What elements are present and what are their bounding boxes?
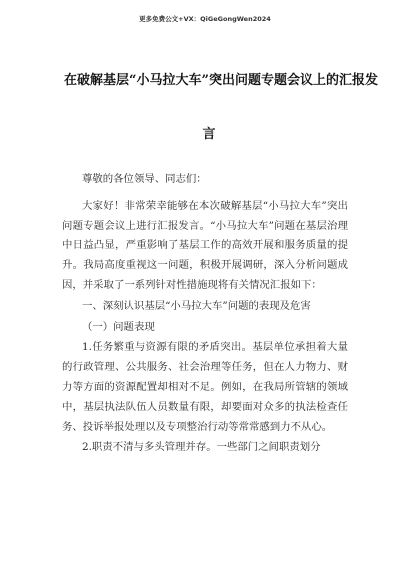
title-line-1: 在破解基层“小马拉大车”突出问题专题会议上的汇报发 [64,73,378,88]
point-2-paragraph: 2.职责不清与多头管理并存。一些部门之间职责划分 [82,441,321,454]
section-heading: 一、深刻认识基层“小马拉大车”问题的表现及危害 [82,299,311,312]
document-title [64,73,378,143]
salutation: 尊敬的各位领导、同志们： [82,173,207,185]
intro-paragraph: 大家好！非常荣幸能够在本次破解基层“小马拉大车”突出问题专题会议上进行汇报发言。“小马拉大车”问题在基层治理中日益凸显，严重影响了基层工作的高效开展和服务质量的提升。我局高度重视这一问题，积极开展调研，深入分析问题成因，并采取了一系列针对性措施现将有关情况汇报如下： [62,199,348,291]
document-body [62,170,348,459]
point-1-paragraph: 1.任务繁重与资源有限的矛盾突出。基层单位承担着大量的行政管理、公共服务、社会治理等任务，但在人力物力、财力等方面的资源配置却相对不足。例如，在我局所管辖的领域中，基层执法队伍人员数量有限，却要面对众多的执法检查任务、投诉举报处理以及专项整治行动等常常感到力不从心。 [62,341,348,433]
title-line-2: 言 [202,127,216,142]
subsection-heading: （一）问题表现 [82,320,155,333]
header-note: 更多免费公文+VX：QiGeGongWen2024 [139,15,271,23]
